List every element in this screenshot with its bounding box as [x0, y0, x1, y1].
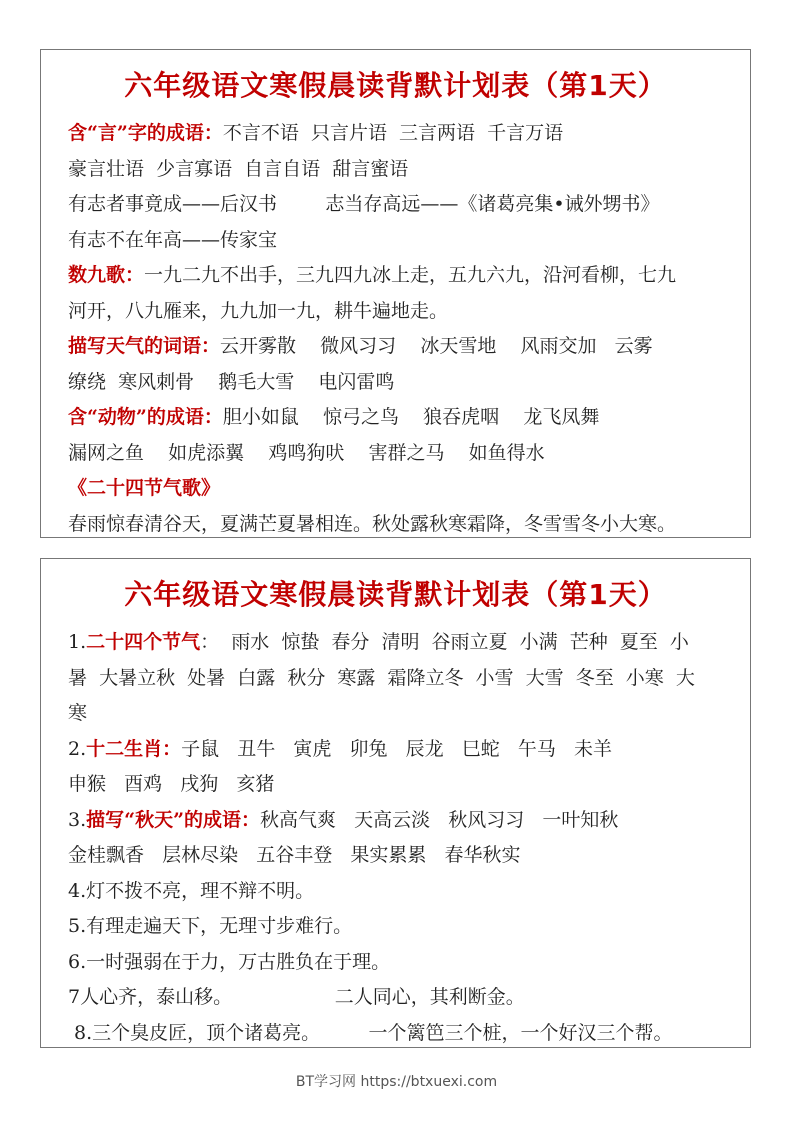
- text-line: [68, 661, 744, 697]
- text-line: [68, 696, 744, 732]
- section-label: 二十四个节气: [86, 631, 201, 653]
- section-label: 含“动物”的成语：: [68, 406, 223, 428]
- line-text: 子鼠 丑牛 寅虎 卯兔 辰龙 巳蛇 午马 未羊: [181, 737, 612, 760]
- line-text: 8.三个臭皮匠，顶个诸葛亮。 一个篱笆三个桩，一个好汉三个帮。: [68, 1021, 673, 1044]
- line-text: 7人心齐，泰山移。 二人同心，其利断金。: [68, 986, 525, 1008]
- line-text: 寒: [68, 702, 88, 724]
- line-text: 胆小如鼠 惊弓之鸟 狼吞虎咽 龙飞凤舞: [222, 406, 600, 428]
- card-content: [68, 625, 744, 1051]
- line-text: 4.灯不拨不亮，理不辩不明。: [68, 879, 315, 902]
- line-text: 5.有理走遍天下，无理寸步难行。: [68, 915, 353, 937]
- item-number: 2.: [68, 737, 87, 760]
- text-line: [68, 329, 744, 365]
- line-text: 申猴 酉鸡 戌狗 亥猪: [68, 773, 275, 795]
- line-text: 有志不在年高——传家宝: [68, 228, 278, 251]
- section-label: 描写天气的词语：: [68, 335, 221, 357]
- text-line: [68, 223, 744, 259]
- text-line: [68, 874, 744, 910]
- line-text: 缭绕 寒风刺骨 鹅毛大雪 电闪雷鸣: [68, 370, 395, 393]
- text-line: [68, 152, 744, 188]
- text-line: [68, 187, 744, 223]
- text-line: [68, 838, 744, 874]
- text-line: [68, 258, 744, 294]
- text-line: [68, 767, 744, 803]
- section-label: 数九歌：: [68, 264, 145, 286]
- line-text: 暑 大暑立秋 处暑 白露 秋分 寒露 霜降立冬 小雪 大雪 冬至 小寒 大: [68, 666, 695, 689]
- footer-watermark: BT学习网 https://btxuexi.com: [295, 1074, 498, 1090]
- line-text: 秋高气爽 天高云淡 秋风习习 一叶知秋: [260, 808, 619, 831]
- line-text: 一九二九不出手，三九四九冰上走，五九六九，沿河看柳，七九: [144, 264, 677, 286]
- line-text: 有志者事竟成——后汉书 志当存高远——《诸葛亮集•诫外甥书》: [68, 193, 660, 215]
- line-text: 豪言壮语 少言寡语 自言自语 甜言蜜语: [68, 157, 409, 180]
- line-text: ： 雨水 惊蛰 春分 清明 谷雨立夏 小满 芒种 夏至 小: [200, 631, 689, 653]
- plan-card-1: [40, 49, 751, 538]
- plan-card-2: [40, 558, 751, 1048]
- text-line: [68, 980, 744, 1016]
- card-content: [68, 116, 744, 542]
- text-line: [68, 803, 744, 839]
- line-text: 6.一时强弱在于力，万古胜负在于理。: [68, 950, 391, 973]
- section-label: 《二十四节气歌》: [68, 477, 221, 499]
- card-title: 六年级语文寒假晨读背默计划表（第1天）: [124, 578, 667, 611]
- text-line: [68, 471, 744, 507]
- text-line: [68, 909, 744, 945]
- text-line: [68, 365, 744, 401]
- text-line: [68, 436, 744, 472]
- section-label: 含“言”字的成语：: [68, 122, 223, 144]
- text-line: [68, 116, 744, 152]
- line-text: 云开雾散 微风习习 冰天雪地 风雨交加 云雾: [220, 335, 653, 357]
- text-line: [68, 625, 744, 661]
- item-number: 1.: [68, 631, 87, 653]
- line-text: 不言不语 只言片语 三言两语 千言万语: [222, 122, 564, 144]
- card-title: 六年级语文寒假晨读背默计划表（第1天）: [124, 69, 667, 102]
- section-label: 十二生肖：: [86, 737, 182, 760]
- item-number: 3.: [68, 808, 87, 831]
- line-text: 漏网之鱼 如虎添翼 鸡鸣狗吠 害群之马 如鱼得水: [68, 441, 545, 464]
- text-line: [68, 294, 744, 330]
- line-text: 河开，八九雁来，九九加一九，耕牛遍地走。: [68, 299, 449, 322]
- line-text: 金桂飘香 层林尽染 五谷丰登 果实累累 春华秋实: [68, 844, 521, 866]
- text-line: [68, 507, 744, 543]
- text-line: [68, 945, 744, 981]
- text-line: [68, 1016, 744, 1052]
- text-line: [68, 732, 744, 768]
- line-text: 春雨惊春清谷天，夏满芒夏暑相连。秋处露秋寒霜降，冬雪雪冬小大寒。: [68, 512, 677, 535]
- text-line: [68, 400, 744, 436]
- section-label: 描写“秋天”的成语：: [86, 808, 260, 831]
